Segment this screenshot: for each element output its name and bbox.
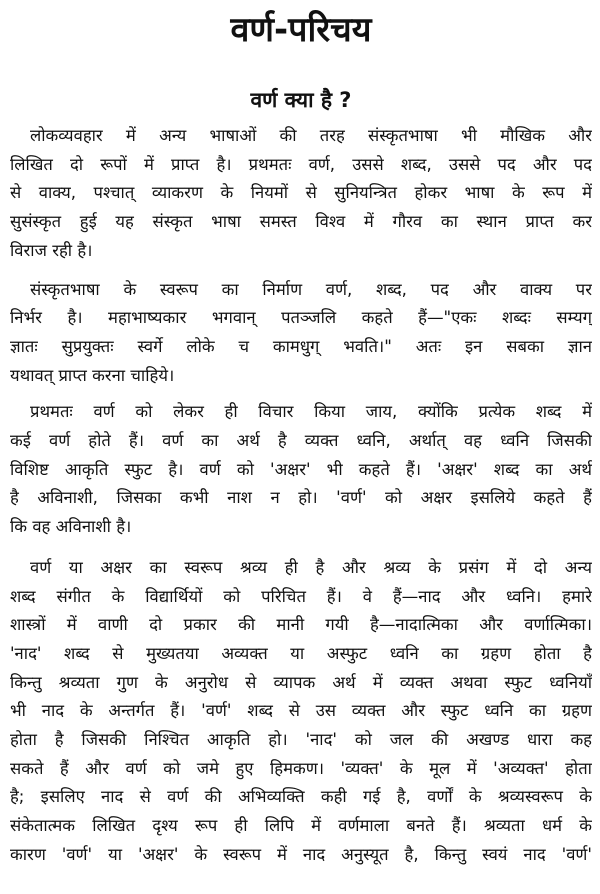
text-line: किन्तु श्रव्यता गुण के अनुरोध से व्यापक अर्थ में व्यक्त अथवा स्फुट ध्वनियाँ	[10, 672, 592, 692]
text-line: लिखित दो रूपों में प्राप्त है। प्रथमतः वर्ण, उससे शब्द, उससे पद और पद	[10, 154, 592, 174]
section-heading: वर्ण क्या है ?	[250, 88, 352, 112]
text-line: प्रथमतः वर्ण को लेकर ही विचार किया जाय, क्योंकि प्रत्येक शब्द में	[30, 402, 592, 422]
text-line: भी नाद के अन्तर्गत हैं। 'वर्ण' शब्द से उस व्यक्त और स्फुट ध्वनि का ग्रहण	[10, 701, 592, 721]
paragraph-1	[10, 122, 592, 266]
text-line: लोकव्यवहार में अन्य भाषाओं की तरह संस्कृतभाषा भी मौखिक और	[30, 126, 592, 145]
text-line: सुसंस्कृत हुई यह संस्कृत भाषा समस्त विश्व में गौरव का स्थान प्राप्त कर	[10, 212, 592, 232]
text-line: है अविनाशी, जिसका कभी नाश न हो। 'वर्ण' को अक्षर इसलिये कहते हैं	[10, 488, 592, 508]
text-line: विराज रही है।	[10, 240, 93, 260]
text-line: संकेतात्मक लिखित दृश्य रूप ही लिपि में वर्णमाला बनते हैं। श्रव्यता धर्म के	[10, 816, 592, 836]
text-line: संस्कृतभाषा के स्वरूप का निर्माण वर्ण, शब्द, पद और वाक्य पर	[30, 279, 592, 299]
text-line: है; इसलिए नाद से वर्ण की अभिव्यक्ति कही गई है, वर्णों के श्रव्यस्वरूप के	[10, 787, 592, 807]
paragraph-3	[10, 398, 592, 542]
text-line: यथावत् प्राप्त करना चाहिये।	[10, 365, 175, 385]
text-line: कारण 'वर्ण' या 'अक्षर' के स्वरूप में नाद अनुस्यूत है, किन्तु स्वयं नाद 'वर्ण'	[10, 844, 592, 864]
text-line: होता है जिसकी निश्चित आकृति हो। 'नाद' को जल की अखण्ड धारा कह	[10, 730, 592, 750]
text-line: निर्भर है। महाभाष्यकार भगवान् पतञ्जलि कहते हैं—"एकः शब्दः सम्यग्	[10, 308, 592, 328]
text-line: से वाक्य, पश्चात् व्याकरण के नियमों से सुनियन्त्रित होकर भाषा के रूप में	[10, 183, 592, 203]
text-line: कि वह अविनाशी है।	[10, 517, 132, 537]
text-line: विशिष्ट आकृति स्फुट है। वर्ण को 'अक्षर' भी कहते हैं। 'अक्षर' शब्द का अर्थ	[10, 459, 592, 479]
text-line: ज्ञातः सुप्रयुक्तः स्वर्गे लोके च कामधुग् भवति।" अतः इन सबका ज्ञान	[10, 336, 592, 356]
text-line: शब्द संगीत के विद्यार्थियों को परिचित हैं। वे हैं—नाद और ध्वनि। हमारे	[10, 586, 592, 606]
text-line: शास्त्रों में वाणी दो प्रकार की मानी गयी है—नादात्मिका और वर्णात्मिका।	[10, 615, 592, 635]
text-line: सकते हैं और वर्ण को जमे हुए हिमकण। 'व्यक्त' के मूल में 'अव्यक्त' होता	[10, 758, 592, 778]
text-line: 'नाद' शब्द से मुख्यतया अव्यक्त या अस्फुट ध्वनि का ग्रहण होता है	[10, 643, 592, 663]
paragraph-4	[10, 554, 592, 870]
paragraph-2	[10, 276, 592, 391]
text-line: कई वर्ण होते हैं। वर्ण का अर्थ है व्यक्त ध्वनि, अर्थात् वह ध्वनि जिसकी	[10, 431, 592, 451]
text-line: वर्ण या अक्षर का स्वरूप श्रव्य ही है और श्रव्य के प्रसंग में दो अन्य	[30, 557, 592, 577]
page-title: वर्ण-परिचय	[230, 10, 372, 50]
